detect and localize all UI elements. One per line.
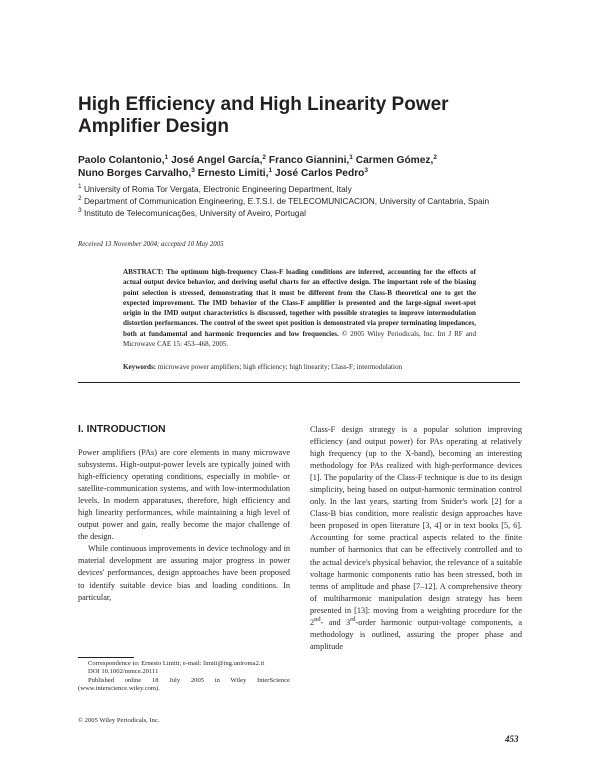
- body-text-part: -order harmonic output-voltage components, a methodology is outlined, assuring the proper phase and amplitude: [310, 617, 522, 651]
- section-heading: I. INTRODUCTION: [78, 424, 166, 435]
- affiliation: [78, 184, 518, 195]
- left-column: [78, 447, 290, 604]
- author-affiliation-mark: 3: [191, 167, 195, 174]
- abstract-body: ABSTRACT: The optimum high-frequency Class-F loading conditions are inferred, accounting for the effects of actual output device behavior, and deriving useful charts for an effective design. The important role of the biasing point selection is stressed, demonstrating that it must be different from the Class-B theoretical one to get the expected improvement. The IMD behavior of the Class-F amplifier is presented and the large-signal sweet-spot origin in the IMD output characteristics is discussed, together with possible strategies to improve intermodulation distortion performances. The control of the sweet spot position is demonstrated via proper terminating impedances, both at fundamental and harmonic frequencies and low frequencies.: [123, 268, 476, 338]
- affiliation-text: Instituto de Telecomunicações, University of Aveiro, Portugal: [83, 208, 306, 218]
- body-text-part: - and 3: [320, 617, 351, 627]
- author-name: José Carlos Pedro: [274, 168, 365, 179]
- received-dates: Received 13 November 2004; accepted 10 May 2005: [78, 241, 224, 248]
- footnote-divider: [78, 657, 134, 658]
- affiliation-number: 3: [78, 207, 82, 214]
- body-paragraph: Power amplifiers (PAs) are core elements in many microwave subsystems. High-output-power levels are typically joined with high-efficiency operating conditions, especially in mobile- or satellite-communication systems, and with low-intermodulation levels. In modern apparatuses, therefore, high efficiency and high linearity performances, while maintaining a high level of output power and gain, really become the major challenge of the design.: [78, 448, 290, 542]
- author-affiliation-mark: 1: [268, 167, 273, 174]
- author-name: Carmen Gómez,: [355, 155, 434, 166]
- author-affiliation-mark: 1: [164, 154, 169, 161]
- footnote-published: Published online 18 July 2005 in Wiley InterScience (www.interscience.wiley.com).: [78, 676, 290, 693]
- keywords-text: microwave power amplifiers; high efficiency; high linearity; Class-F; intermodulation: [157, 363, 403, 371]
- author-affiliation-mark: 1: [349, 154, 353, 161]
- affiliation: [78, 208, 518, 219]
- affiliation-list: [78, 184, 518, 220]
- abstract-citation: © 2005 Wiley Periodicals, Inc. Int J RF and Microwave CAE 15: 453–468, 2005.: [123, 329, 476, 348]
- right-column: [310, 424, 522, 653]
- body-paragraph: [310, 424, 522, 653]
- copyright-notice: © 2005 Wiley Periodicals, Inc.: [78, 717, 160, 724]
- paper-title: [78, 94, 498, 138]
- footnotes: [78, 660, 290, 694]
- title-line-2: Amplifier Design: [78, 116, 229, 137]
- header-divider: [78, 382, 520, 383]
- author-affiliation-mark: 2: [262, 154, 267, 161]
- affiliation-number: 1: [78, 183, 82, 190]
- body-text-part: Class-F design strategy is a popular solution improving efficiency (and output power) for PAs operating at relatively high frequency (up to the X-band), becoming an interesting methodology for PAs realized with high-performance devices [1]. The popularity of the Class-F technique is due to its design simplicity, being based on output-harmonic termination control only. In the last years, starting from Snider's work [2] for a Class-B bias condition, more realistic design approaches have been proposed in open literature [3, 4] or in text books [5, 6]. Accounting for some practical aspects related to the finite number of harmonics that can be effectively controlled and to the actual device's physical behavior, the relevance of a suitable voltage harmonic components ratio has been stressed, both in terms of amplitude and phase [7–12]. A comprehensive theory of multiharmonic manipulation design strategy has been presented in [13]: moving from a weighting procedure for the 2: [310, 425, 522, 627]
- superscript-nd: nd: [314, 615, 321, 623]
- affiliation-text: Department of Communication Engineering, E.T.S.I. de TELECOMUNICACION, University of Cantabria, Spain: [83, 196, 490, 206]
- page-number: 453: [505, 734, 519, 744]
- footnote-doi: DOI 10.1002/mmce.20111: [88, 668, 159, 676]
- keywords: [123, 362, 483, 372]
- footnote-correspondence: Correspondence to: Ernesto Limiti; e-mail: limiti@ing.uniroma2.it: [88, 660, 265, 667]
- abstract: [123, 267, 476, 349]
- affiliation-number: 2: [78, 195, 82, 202]
- author-affiliation-mark: 3: [364, 167, 369, 174]
- body-paragraph: While continuous improvements in device technology and in material development are assuring major progress in power devices' performances, design approaches have been proposed to identify suitable device bias and loading conditions. In particular,: [78, 544, 290, 602]
- author-name: Paolo Colantonio,: [78, 155, 165, 166]
- affiliation-text: University of Roma Tor Vergata, Electronic Engineering Department, Italy: [83, 184, 352, 194]
- affiliation: [78, 196, 518, 207]
- author-name: Nuno Borges Carvalho,: [78, 168, 192, 179]
- author-affiliation-mark: 2: [433, 154, 437, 161]
- author-name: Ernesto Limiti,: [197, 168, 269, 179]
- keywords-label: Keywords:: [123, 363, 157, 371]
- author-list: [78, 154, 508, 180]
- author-name: José Angel García,: [171, 155, 263, 166]
- superscript-rd: rd: [350, 615, 356, 623]
- author-name: Franco Giannini,: [268, 155, 350, 166]
- title-line-1: High Efficiency and High Linearity Power: [78, 94, 449, 115]
